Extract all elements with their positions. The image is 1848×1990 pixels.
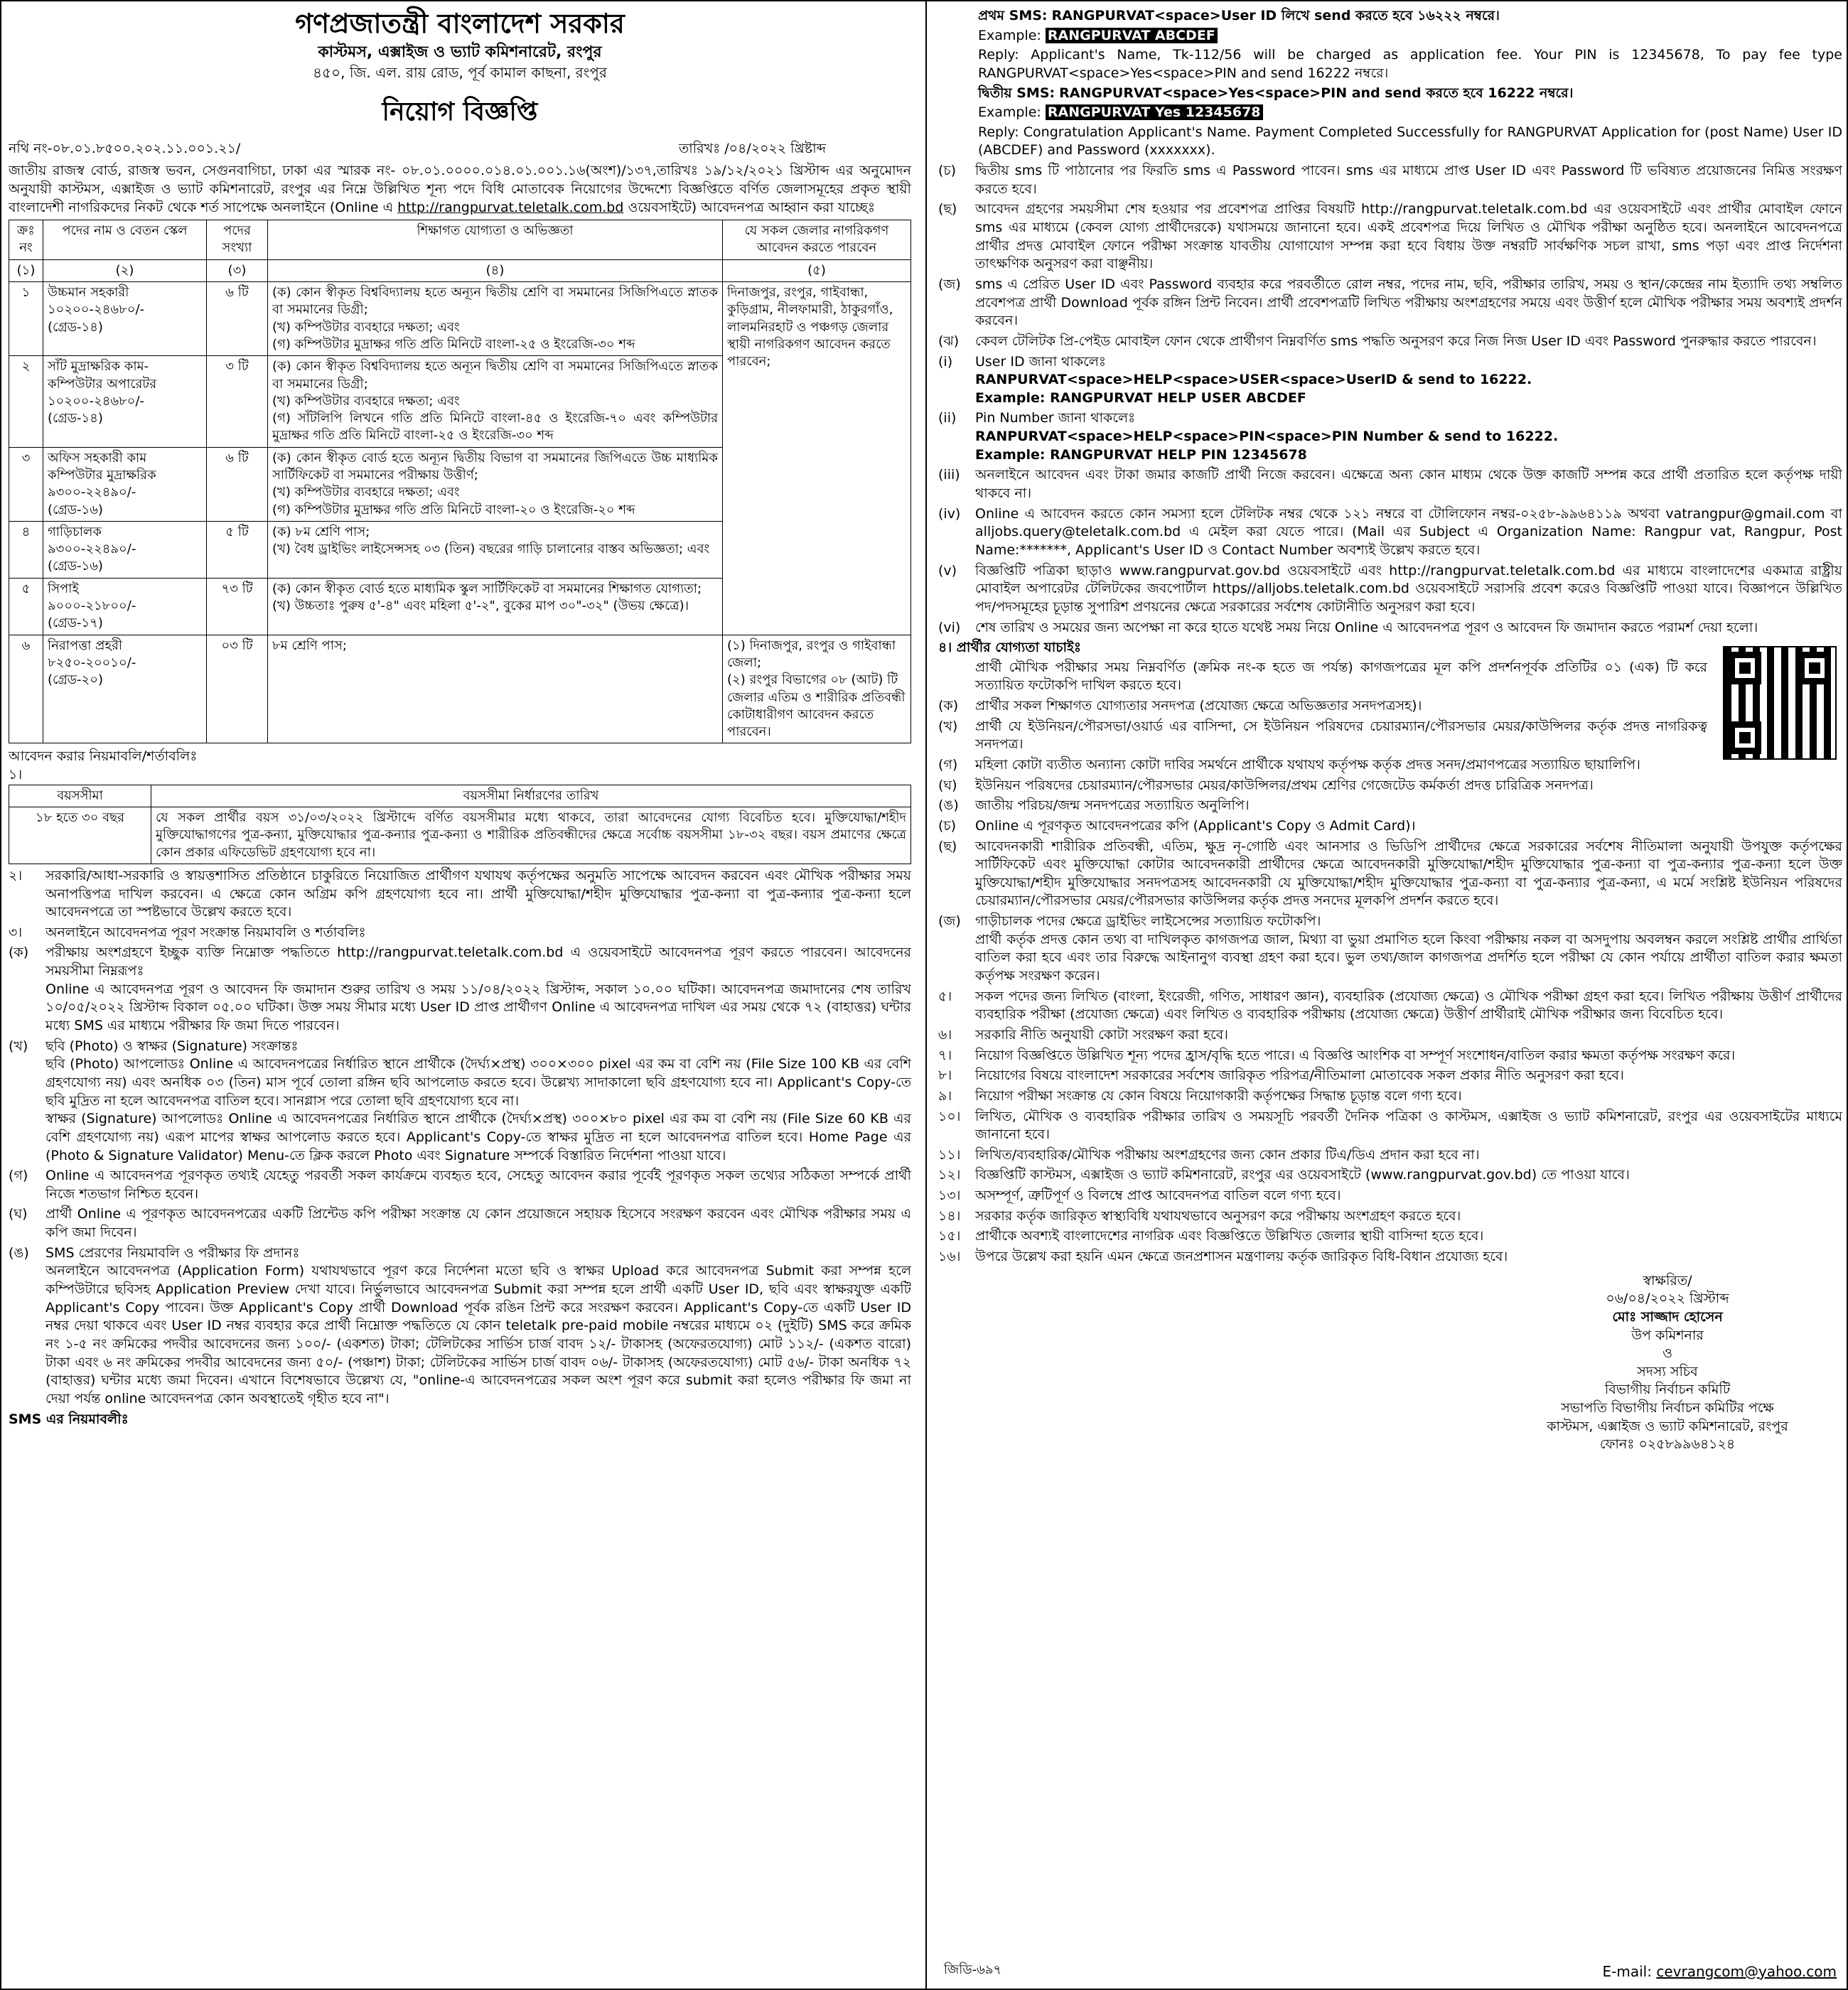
signatory-designation: উপ কমিশনার [1631,1327,1704,1343]
office-name: কাস্টমস, এক্সাইজ ও ভ্যাট কমিশনারেট, রংপুর [318,43,602,62]
post-count: ৬ টি [207,447,268,521]
item-text: কেবল টেলিটক প্রি-পেইড মোবাইল ফোন থেকে প্রার্থীগণ নিম্নবর্ণিত sms পদ্ধতি অনুসরণ করে নিজ নিজ User ID এবং Password পুনরুদ্ধার করতে পারবেন। [975,333,1817,349]
item-label: (vi) [938,619,961,635]
signatory-name: মোঃ সাজ্জাদ হোসেন [1612,1308,1723,1325]
post-count: ৭৩ টি [207,578,268,635]
signature-and: ও [1662,1345,1672,1362]
list-item [938,562,1842,617]
list-item [938,200,1842,274]
intro-link[interactable]: http://rangpurvat.teletalk.com.bd [397,199,624,215]
item-label: (ঙ) [9,1244,29,1261]
list-item [938,276,1842,330]
item-label: (জ) [938,913,961,930]
help-section [938,353,1842,465]
example-label: Example: [978,27,1041,43]
list-item [9,944,911,1035]
post-count: ৬ টি [207,282,268,356]
left-column [9,6,911,1984]
item-label: (ছ) [938,201,957,217]
list-item [938,913,1842,986]
item-label: (খ) [9,1038,28,1054]
item-label: ১২। [938,1167,961,1183]
item-text: Online এ পূরণকৃত আবেদনপত্রের কপি (Applicant's Copy ও Admit Card)। [975,817,1416,834]
item-label: ১০। [938,1108,961,1124]
th-serial: ক্রঃ নং [9,220,43,260]
list-item [938,817,1842,836]
section-4-intro: প্রার্থী মৌখিক পরীক্ষার সময় নিম্নবর্ণিত (ক্রমিক নং-ক হতে জ পর্যন্ত) কাগজপত্রের মূল কপি প্রদর্শনপূর্বক প্রতিটির ০১ (এক) টি করে সত্যায়িত ফটোকপি দাখিল করতে হবে। [975,659,1707,694]
list-item [938,333,1842,351]
th-districts: যে সকল জেলার নাগরিকগণ আবেদন করতে পারবেন [723,220,911,260]
item-text: মহিলা কোটা ব্যতীত অন্যান্য কোটা দাবির সমর্থনে প্রার্থীকে যথাযথ কর্তৃপক্ষ কর্তৃক প্রদত্ত সনদ/প্রমাণপত্রের সত্যায়িত ছায়ালিপি। [975,756,1640,773]
th-colno: (১) [9,259,43,281]
item-label: (গ) [9,1168,28,1184]
th-colno: (৫) [723,259,911,281]
item-label: ৫। [938,988,952,1004]
item-label: (iv) [938,505,961,522]
example-label: Example: [978,104,1041,121]
item-text: পরীক্ষায় অংশগ্রহণে ইচ্ছুক ব্যক্তি নিম্নোক্ত পদ্ধতিতে http://rangpurvat.teletalk.com.bd এ ওয়েবসাইটে আবেদনপত্র পূরণ করতে পারবেন। আবেদনের সময়সীমা নিম্নরূপঃ Online এ আবেদনপত্র পূরণ ও আবেদন ফি জমাদান শুরুর তারিখ ও সময় ১১/০৪/২০২২ খ্রিস্টাব্দ, সকাল ১০.০০ ঘটিকা। আবেদনপত্র জমাদানের শেষ তারিখ ১০/০৫/২০২২ খ্রিস্টাব্দ বিকাল ০৫.০০ ঘটিকা। উক্ত সময় সীমার মধ্যে User ID প্রাপ্ত প্রার্থীগণ Online এ আবেদনপত্র দাখিল এর সময় থেকে ৭২ (বাহাত্তর) ঘন্টার মধ্যে SMS এর মাধ্যমে পরীক্ষার ফি জমা দিতে পারবেন। [45,945,911,1034]
item-text: গাড়ীচালক পদের ক্ষেত্রে ড্রাইভিং লাইসেন্সের সত্যায়িত ফটোকপি। প্রার্থী কর্তৃক প্রদত্ত কোন তথ্য বা দাখিলকৃত কাগজপত্র জাল, মিথ্যা বা ভুয়া প্রমাণিত হলে কিংবা পরীক্ষায় নকল বা অসদুপায় অবলম্বন করলে সংশ্লিষ্ট প্রার্থীর প্রার্থিতা বাতিল করা হবে এবং তার বিরুদ্ধে আইনানুগ ব্যবস্থা গ্রহণ করা হবে। ভুল তথ্য/জাল কাগজপত্র প্রদর্শিত হলে পরীক্ষা যে কোন পর্যায়ে প্রার্থীতা বাতিল করার ক্ষমতা কর্তৃপক্ষ সংরক্ষণ করেন। [975,913,1842,984]
item-label: (চ) [938,163,957,179]
th-colno: (২) [43,259,207,281]
column-divider [925,1,927,1989]
government-name: গণপ্রজাতন্ত্রী বাংলাদেশ সরকার [295,8,625,39]
item-label: (ঝ) [938,333,960,349]
item-label: ৬। [938,1026,952,1043]
th-count: পদের সংখ্যা [207,220,268,260]
post-count: ৩ টি [207,356,268,447]
item-label: ৩। [9,924,23,940]
list-item [9,1167,911,1203]
posts-body [9,282,911,743]
item-label: ১৫। [938,1228,961,1244]
memo-date: তারিখঃ /০৪/২০২২ খ্রিষ্টাব্দ [678,140,826,156]
age-range: ১৮ হতে ৩০ বছর [9,807,151,864]
th-qualification: শিক্ষাগত যোগ্যতা ও অভিজ্ঞতা [268,220,723,260]
post-count: ৫ টি [207,521,268,578]
list-item [938,1108,1842,1144]
sms-first-reply: Reply: Applicant's Name, Tk-112/56 will be charged as application fee. Your PIN is 12345678, To pay fee type RANGPURVAT<space>Yes<space>PIN and send 16222 নম্বরে। [978,47,1842,81]
age-header: বয়সসীমা [9,785,151,807]
item-text: অনলাইনে আবেদনপত্র পূরণ সংক্রান্ত নিয়মাবলি ও শর্তাবলিঃ [45,924,366,940]
th-colno: (৩) [207,259,268,281]
item-label: (v) [938,562,957,579]
item-label: ১৬। [938,1249,961,1264]
post-districts: দিনাজপুর, রংপুর, গাইবান্ধা, কুড়িগ্রাম, নীলফামারী, ঠাকুরগাঁও, লালমনিরহাট ও পঞ্চগড় জেলার স্থায়ী নাগরিকগণ আবেদন করতে পারবেন; [723,282,911,635]
list-item [938,1047,1842,1065]
rules-heading: আবেদন করার নিয়মাবলি/শর্তাবলিঃ [9,748,198,765]
post-districts: (১) দিনাজপুর, রংপুর ও গাইবান্ধা জেলা; (২) রংপুর বিভাগের ০৮ (আট) টি জেলার এতিম ও শারীরিক প্রতিবন্ধী কোটাধারীগণ আবেদন করতে পারবেন। [723,635,911,743]
email-label: E-mail: [1602,1963,1652,1980]
help-i-title: User ID জানা থাকলেঃ [975,353,1107,370]
post-serial: ৬ [9,635,43,743]
post-serial: ৪ [9,521,43,578]
item-text: প্রার্থীকে অবশ্যই বাংলাদেশের নাগরিক এবং বিজ্ঞপ্তিতে উল্লিখিত জেলার স্থায়ী বাসিন্দা হতে হবে। [975,1228,1484,1244]
item-text: সরকারি নীতি অনুযায়ী কোটা সংরক্ষণ করা হবে। [975,1026,1228,1043]
list-item [938,1067,1842,1085]
age-description: যে সকল প্রার্থীর বয়স ৩১/০৩/২০২২ খ্রিস্টাব্দে বর্ণিত বয়সসীমার মধ্যে থাকবে, তারা আবেদনের যোগ্য বিবেচিত হবে। মুক্তিযোদ্ধা/শহীদ মুক্তিযোদ্ধাগণের পুত্র-কন্যা, মুক্তিযোদ্ধার পুত্র-কন্যার পুত্র-কন্যা ও শারীরিক প্রতিবন্ধীদের ক্ষেত্রে সর্বোচ্চ বয়সসীমা ১৮-৩২ বছর। বয়স প্রমাণের ক্ষেত্রে কোন প্রকার এফিডেভিট গ্রহণযোগ্য হবে না। [151,807,911,864]
post-qualification: (ক) কোন স্বীকৃত বোর্ড হতে অন্যূন দ্বিতীয় বিভাগ বা সমমানের জিপিএতে উচ্চ মাধ্যমিক সার্টিফিকেট বা সমমানের পরীক্ষায় উত্তীর্ণ; (খ) কম্পিউটার ব্যবহারে দক্ষতা; এবং (গ) কম্পিউটার মুদ্রাক্ষর গতি প্রতি মিনিটে বাংলা-২০ ও ইংরেজি-২০ শব্দ [268,447,723,521]
item-label: ৯। [938,1087,952,1104]
item-text: অনলাইনে আবেদন এবং টাকা জমার কাজটি প্রার্থী নিজে করবেন। এক্ষেত্রে অন্য কোন মাধ্যম থেকে উক্ত কাজটি সম্পন্ন করে প্রার্থী প্রতারিত হলে কর্তৃপক্ষ দায়ী থাকবে না। [975,467,1842,502]
list-item [9,1038,911,1165]
sms-second-command: RANGPURVAT<space>Yes<space>PIN and send করতে হবে 16222 নম্বরে। [1059,85,1574,101]
signatory-chair: সভাপতি বিভাগীয় নির্বাচন কমিটির পক্ষে [1561,1400,1774,1416]
post-count: ০৩ টি [207,635,268,743]
section-4 [938,639,1842,986]
item-label: ১৪। [938,1208,961,1224]
sms-first-command: RANGPURVAT<space>User ID লিখে send করতে হবে ১৬২২২ নম্বরে। [1051,8,1500,23]
item-label: ১১। [938,1146,961,1163]
gd-number: জিডি-৬৯৭ [944,1962,1002,1977]
signatory-phone: ফোনঃ ০২৫৮৯৯৬৪১২৪ [1599,1436,1736,1453]
item-text: প্রার্থী যে ইউনিয়ন/পৌরসভা/ওয়ার্ড এর বাসিন্দা, সে ইউনিয়ন পরিষদের চেয়ারম্যান/পৌরসভার মেয়র/কাউন্সিলর কর্তৃক প্রদত্ত নাগরিকত্ব সনদপত্র। [975,718,1707,753]
item-text: সরকারি/আধা-সরকারি ও স্বায়ত্তশাসিত প্রতিষ্ঠানে চাকুরিতে নিয়োজিত প্রার্থীগণ যথাযথ কর্তৃপক্ষের অনুমতি সাপেক্ষে আবেদন করবেন এবং মৌখিক পরীক্ষার সময় অনাপত্তিপত্র দাখিল করবেন। এ ক্ষেত্রে কোন অগ্রিম কপি গ্রহণযোগ্য হবে না। প্রার্থী মুক্তিযোদ্ধা/শহীদ মুক্তিযোদ্ধার পুত্র-কন্যা বা পুত্র-কন্যার পুত্র-কন্যা হলে আবেদনপত্রে তা স্পষ্টভাবে উল্লেখ করতে হবে। [45,867,911,920]
item-text: লিখিত/ব্যবহারিক/মৌখিক পরীক্ষায় অংশগ্রহণের জন্য কোন প্রকার টিএ/ডিএ প্রদান করা হবে না। [975,1146,1480,1163]
help-i-example: Example: RANGPURVAT HELP USER ABCDEF [975,389,1306,406]
memo-number: নথি নং-০৮.০১.৮৫০০.২০২.১১.০০১.২১/ [9,140,241,156]
header [9,6,911,130]
item-text: প্রার্থী Online এ পূরণকৃত আবেদনপত্রের একটি প্রিন্টেড কপি পরীক্ষা সংক্রান্ত যে কোন প্রয়োজনে সহায়ক হিসেবে সংরক্ষণ করবেন এবং মৌখিক পরীক্ষার সময় এ কপি জমা দিবেন। [45,1206,911,1241]
item-label: (জ) [938,276,961,292]
post-name: উচ্চমান সহকারী ১০২০০-২৪৬৮০/- (গ্রেড-১৪) [43,282,207,356]
sms-rules-heading: SMS এর নিয়মাবলীঃ [9,1411,129,1427]
item-label: (গ) [938,756,958,773]
list-item [9,1244,911,1409]
help-ii-command: RANPURVAT<space>HELP<space>PIN<space>PIN Number & send to 16222. [975,429,1559,445]
post-qualification: (ক) ৮ম শ্রেণি পাস; (খ) বৈধ ড্রাইভিং লাইসেন্সসহ ০৩ (তিন) বছরের গাড়ি চালানোর বাস্তব অভিজ্ঞতা; এবং [268,521,723,578]
list-item [938,505,1842,560]
item-label: (খ) [938,718,958,734]
item-text: নিয়োগ বিজ্ঞপ্তিতে উল্লিখিত শূন্য পদের হ্রাস/বৃদ্ধি হতে পারে। এ বিজ্ঞপ্তি আংশিক বা সম্পূর্ণ সংশোধন/বাতিল করার ক্ষমতা কর্তৃপক্ষ সংরক্ষণ করে। [975,1047,1736,1063]
post-name: গাড়িচালক ৯৩০০-২২৪৯০/- (গ্রেড-১৬) [43,521,207,578]
list-item [938,619,1842,638]
th-colno: (৪) [268,259,723,281]
list-item [938,1187,1842,1205]
age-date-header: বয়সসীমা নির্ধারণের তারিখ [151,785,911,807]
item-label: (iii) [938,467,960,483]
help-ii-title: Pin Number জানা থাকলেঃ [975,410,1136,426]
post-name: নিরাপত্তা প্রহরী ৮২৫০-২০০১০/- (গ্রেড-২০) [43,635,207,743]
th-post: পদের নাম ও বেতন স্কেল [43,220,207,260]
list-item [938,988,1842,1024]
item-text: Online এ আবেদনপত্র পূরণকৃত তথ্যই যেহেতু পরবর্তী সকল কার্যক্রমে ব্যবহৃত হবে, সেহেতু আবেদন করার পূর্বেই পূরণকৃত সকল তথ্যের সঠিকতা সম্পর্কে প্রার্থী নিজে শতভাগ নিশ্চিত হবেন। [45,1168,911,1202]
item-text: বিজ্ঞপ্তিটি পত্রিকা ছাড়াও www.rangpurvat.gov.bd ওয়েবসাইটে এবং http://rangpurvat.teletalk.com.bd এর মাধ্যমে বাংলাদেশের একমাত্র রাষ্ট্রীয় মোবাইল অপারেটর টেলিটকের জবপোর্টাল https//alljobs.teletalk.com.bd ওয়েবসাইটে সরাসরি প্রবেশ করেও বিজ্ঞপ্তিটি পাওয়া যাবে। বিজ্ঞাপনে উল্লিখিত পদ/পদসমূহের চূড়ান্ত সুপারিশ প্রণয়নের ক্ষেত্রে সরকারের সর্বশেষ কোটানীতি অনুসরণ করা হবে। [975,562,1842,615]
item-label: ৭। [938,1047,952,1063]
help-ii-label: (ii) [938,410,957,426]
contact-email [1603,1962,1837,1981]
list-item [9,1205,911,1242]
post-name: অফিস সহকারী কাম কম্পিউটার মুদ্রাক্ষরিক ৯৩০০-২২৪৯০/- (গ্রেড-১৬) [43,447,207,521]
item-text: বিজ্ঞপ্তিটি কাস্টমস, এক্সাইজ ও ভ্যাট কমিশনারেট, রংপুর এর ওয়েবসাইটে (www.rangpurvat.gov.bd) তে পাওয়া যাবে। [975,1167,1630,1183]
email-link[interactable]: cevrangcom@yahoo.com [1656,1963,1837,1980]
item-text: আবেদনকারী শারীরিক প্রতিবন্ধী, এতিম, ক্ষুদ্র নৃ-গোষ্ঠি এবং আনসার ও ভিডিপি প্রার্থীদের ক্ষেত্রে সরকারের সর্বশেষ নীতিমালা অনুযায়ী উপযুক্ত কর্তৃপক্ষের সার্টিফিকেট এবং মুক্তিযোদ্ধা কোটার আবেদনকারী প্রার্থীদের ক্ষেত্রে আবেদনকারী মুক্তিযোদ্ধা/শহীদ মুক্তিযোদ্ধার পুত্র-কন্যা বা পুত্র-কন্যার পুত্র-কন্যা হলে উক্ত মুক্তিযোদ্ধা/শহীদ মুক্তিযোদ্ধার সনদপত্রসহ আবেদনকারী যে মুক্তিযোদ্ধা/শহীদ মুক্তিযোদ্ধার পুত্র-কন্যা বা পুত্র-কন্যার পুত্র-কন্যা, এ মর্মে সংশ্লিষ্ট ইউনিয়ন পরিষদের চেয়ারম্যান/পৌরসভার মেয়র/পৌরসভার কাউন্সিলর কর্তৃক প্রদত্ত সনদের মূলকপি প্রদর্শন করতে হবে। [975,838,1842,909]
item-text: উপরে উল্লেখ করা হয়নি এমন ক্ষেত্রে জনপ্রশাসন মন্ত্রণালয় কর্তৃক জারিকৃত বিধি-বিধান প্রযোজ্য হবে। [975,1249,1508,1264]
item-label: (ঘ) [9,1206,28,1222]
item-label: ২। [9,867,23,883]
list-item [938,718,1842,754]
list-item [938,1248,1842,1266]
item-label: ১৩। [938,1188,961,1204]
list-item [938,1026,1842,1045]
signed-label: স্বাক্ষরিত/ [1643,1272,1692,1289]
sms-second-label: দ্বিতীয় SMS: [978,85,1055,101]
list-item [938,838,1842,911]
item-label: (চ) [938,817,957,834]
signatory-committee: বিভাগীয় নির্বাচন কমিটি [1604,1382,1731,1398]
left-rules-list [9,867,911,1409]
section-4-heading: ৪। প্রার্থীর যোগ্যতা যাচাইঃ [938,640,1081,656]
signature-block [1493,1272,1842,1454]
list-item [938,756,1842,775]
item-text: সরকার কর্তৃক জারিকৃত স্বাস্থ্যবিধি যথাযথভাবে অনুসরণ করে পরীক্ষায় অংশগ্রহণ করতে হবে। [975,1208,1461,1224]
roman-rules-list [938,466,1842,637]
age-table [9,785,911,864]
list-item [938,1166,1842,1185]
signature-date: ০৬/০৪/২০২২ খ্রিস্টাব্দ [1606,1291,1729,1307]
intro-paragraph: জাতীয় রাজস্ব বোর্ড, রাজস্ব ভবন, সেগুনবাগিচা, ঢাকা এর স্মারক নং- ০৮.০১.০০০০.০১৪.০১.০০১.১৬(অংশ)/১৩৭,তারিখঃ ১৯/১২/২০২১ খ্রিস্টাব্দ এর অনুমোদন অনুযায়ী কাস্টমস, এক্সাইজ ও ভ্যাট কমিশনারেট, রংপুর এর নিম্নে উল্লিখিত শূন্য পদে বিধি মোতাবেক নিয়োগের উদ্দেশ্যে বিজ্ঞপ্তিতে বর্ণিত জেলাসমূহের প্রকৃত স্থায়ী বাংলাদেশী নাগরিকদের নিকট থেকে শর্ত সাপেক্ষে অনলাইনে (Online এ http://rangpurvat.teletalk.com.bd ওয়েবসাইটে) আবেদনপত্র আহ্বান করা যাচ্ছেঃ [9,163,911,215]
list-item [938,162,1842,198]
post-qualification: ৮ম শ্রেণি পাস; [268,635,723,743]
item-text: জাতীয় পরিচয়/জন্ম সনদপত্রের সত্যায়িত অনুলিপি। [975,797,1250,814]
item-text: আবেদন গ্রহণের সময়সীমা শেষ হওয়ার পর প্রবেশপত্র প্রাপ্তির বিষয়টি http://rangpurvat.teletalk.com.bd এর ওয়েবসাইটে এবং প্রার্থীর মোবাইল ফোনে sms এর মাধ্যমে (কেবল যোগ্য প্রার্থীদেরকে) যথাসময়ে জানানো হবে। একই প্রবেশপত্র দিয়ে লিখিত ও মৌখিক পরীক্ষা অনুষ্ঠিত হবে। অনলাইনে আবেদনপত্রে প্রার্থীর প্রদত্ত মোবাইল ফোনে পরীক্ষা সংক্রান্ত যাবতীয় যোগাযোগ সম্পন্ন করা হবে বিধায় উক্ত নম্বরটি সার্বক্ষণিক সচল রাখা, sms পড়া এবং প্রাপ্ত নির্দেশনা তাৎক্ষণিক অনুসরণ করা বাঞ্ছনীয়। [975,201,1842,272]
item-text: নিয়োগ পরীক্ষা সংক্রান্ত যে কোন বিষয়ে নিয়োগকারী কর্তৃপক্ষের সিদ্ধান্ত চূড়ান্ত বলে গণ্য হবে। [975,1087,1462,1104]
item-text: প্রার্থীর সকল শিক্ষাগত যোগ্যতার সনদপত্র (প্রযোজ্য ক্ষেত্রে অভিজ্ঞতার সনদপত্রসহ)। [975,698,1422,714]
item-text: ছবি (Photo) ও স্বাক্ষর (Signature) সংক্রান্তঃ ছবি (Photo) আপলোডঃ Online এ আবেদনপত্রের নির্ধারিত স্থানে প্রার্থীকে (দৈর্ঘ্য×প্রস্থ) ৩০০×৩০০ pixel এর কম বা বেশি নয় (File Size 100 KB এর বেশি গ্রহণযোগ্য নয়) এবং অনধিক ০৩ (তিন) মাস পূর্বে তোলা রঙ্গিন ছবি আপলোড করতে হবে। উল্লেখ্য সাদাকালো ছবি গ্রহণযোগ্য হবে না। Applicant's Copy-তে ছবি মুদ্রিত না হলে আবেদনপত্র বাতিল হবে। সানগ্লাস পরে তোলা ছবি গ্রহণযোগ্য হবে না। স্বাক্ষর (Signature) আপলোডঃ Online এ আবেদনপত্রের নির্ধারিত স্থানে প্রার্থীকে (দৈর্ঘ্য×প্রস্থ) ৩০০×৮০ pixel এর কম বা বেশি নয় (File Size 60 KB এর বেশি গ্রহণযোগ্য নয়) এরূপ মাপের স্বাক্ষর আপলোড করতে হবে। Applicant's Copy-তে স্বাক্ষর মুদ্রিত না হলে আবেদনপত্র বাতিল হবে। Home Page এর (Photo & Signature Validator) Menu-তে ক্লিক করলে Photo এবং Signature সম্পর্কে বিস্তারিত নির্দেশনা পাওয়া যাবে। [45,1038,911,1163]
help-i-command: RANPURVAT<space>HELP<space>USER<space>UserID & send to 16222. [975,372,1532,388]
numbered-rules-list [938,988,1842,1266]
list-item [938,466,1842,502]
right-rules-list [938,162,1842,350]
help-i-label: (i) [938,353,953,370]
post-qualification: (ক) কোন স্বীকৃত বোর্ড হতে মাধ্যমিক স্কুল সার্টিফিকেট বা সমমানের শিক্ষাগত যোগ্যতা; (খ) উচ্চতাঃ পুরুষ ৫'-৪" এবং মহিলা ৫'-২", বুকের মাপ ৩০"-৩২" (উভয় ক্ষেত্রে)। [268,578,723,635]
item-text: Online এ আবেদন করতে কোন সমস্যা হলে টেলিটক নম্বর থেকে ১২১ নম্বরে বা টোলিফোন নম্বর-০২৫৮-৯৯৬৪১১৯ অথবা vatrangpur@gmail.com বা alljobs.query@teletalk.com.bd এ মেইল করা যেতে পারে। (Mail এর Subject এ Organization Name: Rangpur vat, Rangpur, Post Name:*******, Applicant's User ID ও Contact Number অবশ্যই উল্লেখ করতে হবে। [975,505,1842,558]
list-item [9,924,911,942]
post-qualification: (ক) কোন স্বীকৃত বিশ্ববিদ্যালয় হতে অন্যূন দ্বিতীয় শ্রেণি বা সমমানের সিজিপিএতে স্নাতক বা সমমানের ডিগ্রী; (খ) কম্পিউটার ব্যবহারে দক্ষতা; এবং (গ) কম্পিউটার মুদ্রাক্ষর গতি প্রতি মিনিটে বাংলা-২৫ ও ইংরেজি-৩০ শব্দ [268,282,723,356]
table-row [9,282,911,356]
list-item [938,797,1842,815]
post-name: সিপাই ৯০০০-২১৮০০/- (গ্রেড-১৭) [43,578,207,635]
item-label: (ক) [938,698,959,714]
list-item [938,697,1842,716]
item-text: দ্বিতীয় sms টি পাঠানোর পর ফিরতি sms এ Password পাবেন। sms এর মাধ্যমে প্রাপ্ত User ID এবং Password টি ভবিষ্যত প্রয়োজনের নিমিত্ত সংরক্ষণ করতে হবে। [975,163,1842,197]
office-address: ৪৫০, জি. এল. রায় রোড, পূর্ব কামাল কাছনা, রংপুর [313,63,607,81]
list-item [938,1146,1842,1165]
post-serial: ২ [9,356,43,447]
list-item [938,1227,1842,1246]
item-label: ৮। [938,1067,952,1084]
post-serial: ৫ [9,578,43,635]
item-text: sms এ প্রেরিত User ID এবং Password ব্যবহার করে পরবর্তীতে রোল নম্বর, পদের নাম, ছবি, পরীক্ষার তারিখ, সময় ও স্থান/কেন্দ্রের নাম ইত্যাদি তথ্য সম্বলিত প্রবেশপত্র প্রার্থী Download পূর্বক রঙ্গিন প্রিন্ট নিবেন। প্রার্থী প্রবেশপত্রটি লিখিত পরীক্ষায় অংশগ্রহণের সময়ে এবং উত্তীর্ণ হলে মৌখিক পরীক্ষার সময় অবশ্যই প্রদর্শন করবেন। [975,276,1842,329]
item-label: (ঘ) [938,777,957,793]
qr-code [1723,646,1837,760]
signatory-role: সদস্য সচিব [1637,1363,1698,1379]
list-item [938,1087,1842,1106]
item-label: (ঙ) [938,797,959,814]
item-text: শেষ তারিখ ও সময়ের জন্য অপেক্ষা না করে হাতে যথেষ্ট সময় নিয়ে Online এ আবেদনপত্র পূরণ ও আবেদন ফি জমাদান করতে পরামর্শ দেয়া হলো। [975,619,1758,635]
sms-first [978,7,1842,160]
list-item [938,777,1842,795]
post-serial: ৩ [9,447,43,521]
page-title: নিয়োগ বিজ্ঞপ্তি [382,97,538,127]
sms-first-label: প্রথম SMS: [978,8,1048,23]
item-text: সকল পদের জন্য লিখিত (বাংলা, ইংরেজী, গণিত, সাধারণ জ্ঞান), ব্যবহারিক (প্রযোজ্য ক্ষেত্রে) ও মৌখিক পরীক্ষা গ্রহণ করা হবে। লিখিত পরীক্ষায় উত্তীর্ণ প্রার্থীদের ব্যবহারিক পরীক্ষা (প্রযোজ্য ক্ষেত্রে) এবং লিখিত ও ব্যবহারিক পরীক্ষায় (প্রযোজ্য ক্ষেত্রে) উত্তীর্ণ প্রার্থীরাই মৌখিক পরীক্ষার জন্য বিবেচিত হবে। [975,988,1842,1023]
item-text: ইউনিয়ন পরিষদের চেয়ারম্যান/পৌরসভার মেয়র/কাউন্সিলর/প্রথম শ্রেণির গেজেটেড কর্মকর্তা প্রদত্ত চারিত্রিক সনদপত্র। [975,777,1594,793]
sms-second-example: RANGPURVAT Yes 12345678 [1046,104,1263,120]
section-4-list [938,697,1842,986]
help-ii-example: Example: RANGPURVAT HELP PIN 12345678 [975,446,1307,463]
post-serial: ১ [9,282,43,356]
list-item [9,867,911,922]
item-text: নিয়োগের বিষয়ে বাংলাদেশ সরকারের সর্বশেষ জারিকৃত পরিপত্র/নীতিমালা মোতাবেক সকল প্রকার নীতি অনুসরণ করা হবে। [975,1067,1624,1084]
memo-row [9,140,911,158]
item-label: (ছ) [938,838,957,854]
sms-second-reply: Reply: Congratulation Applicant's Name. Payment Completed Successfully for RANGPURVAT Application for (post Name) User ID (ABCDEF) and Password (xxxxxxx). [978,124,1842,158]
rule-1-number: ১। [9,767,23,783]
item-text: লিখিত, মৌখিক ও ব্যবহারিক পরীক্ষার তারিখ ও সময়সূচি পরবর্তী দৈনিক পত্রিকা ও কাস্টমস, এক্সাইজ ও ভ্যাট কমিশনারেট, রংপুর এর ওয়েবসাইটের মাধ্যমে জানানো হবে। [975,1108,1842,1143]
table-row [9,635,911,743]
sms-first-example: RANGPURVAT ABCDEF [1046,28,1218,43]
item-text: SMS প্রেরণের নিয়মাবলি ও পরীক্ষার ফি প্রদানঃ অনলাইনে আবেদনপত্র (Application Form) যথাযথভাবে পূরণ করে নির্দেশনা মতো ছবি ও স্বাক্ষর Upload করে আবেদনপত্র Submit করা সম্পন্ন হলে কম্পিউটারে ছবিসহ Application Preview দেখা যাবে। নির্ভুলভাবে আবেদনপত্র Submit করা সম্পন্ন হলে প্রার্থী একটি User ID, ছবি এবং স্বাক্ষরযুক্ত একটি Applicant's Copy পাবেন। উক্ত Applicant's Copy প্রার্থী Download পূর্বক রঙিন প্রিন্ট করে সংরক্ষণ করবেন। Applicant's Copy-তে একটি User ID নম্বর দেয়া থাকবে এবং User ID নম্বর ব্যবহার করে প্রার্থী নিম্নোক্ত পদ্ধতিতে যে কোন teletalk pre-paid mobile নম্বরের মাধ্যমে ০২ (দুইটি) SMS করে ক্রমিক নং ১-৫ নং ক্রমিকের পদবীর আবেদনের জন্য ১০০/- (একশত) টাকা; টেলিটকের সার্ভিস চার্জ বাবদ ১২/- টাকাসহ (অফেরতযোগ্য) মোট ১১২/- (একশত বারো) টাকা এবং ৬ নং ক্রমিকের পদবীর আবেদনের জন্য ৫০/- (পঞ্চাশ) টাকা; টেলিটকের সার্ভিস চার্জ বাবদ ০৬/- টাকাসহ (অফেরতযোগ্য) মোট ৫৬/- টাকা অনধিক ৭২ (বাহাত্তর) ঘন্টার মধ্যে জমা দিবেন। এখানে বিশেষভাবে উল্লেখ্য যে, "online-এ আবেদনপত্রের সকল অংশ পূরণ করে submit করা হলেও পরীক্ষার ফি জমা না দেয়া পর্যন্ত online আবেদনপত্র কোন অবস্থাতেই গৃহীত হবে না"। [45,1244,911,1407]
right-column [938,6,1842,1984]
item-label: (ক) [9,945,29,961]
signatory-office: কাস্টমস, এক্সাইজ ও ভ্যাট কমিশনারেট, রংপুর [1547,1418,1788,1434]
item-text: অসম্পূর্ণ, ত্রুটিপূর্ণ ও বিলম্বে প্রাপ্ত আবেদনপত্র বাতিল বলে গণ্য হবে। [975,1188,1341,1204]
posts-table [9,220,911,743]
post-name: সাঁট মুদ্রাক্ষরিক কাম-কম্পিউটার অপারেটর ১০২০০-২৪৬৮০/- (গ্রেড-১৪) [43,356,207,447]
list-item [938,1208,1842,1226]
post-qualification: (ক) কোন স্বীকৃত বিশ্ববিদ্যালয় হতে অন্যূন দ্বিতীয় শ্রেণি বা সমমানের সিজিপিএতে স্নাতক বা সমমানের ডিগ্রী; (খ) কম্পিউটার ব্যবহারে দক্ষতা; এবং (গ) সাঁটলিপি লিখনে গতি প্রতি মিনিটে বাংলা-৪৫ ও ইংরেজি-৭০ এবং কম্পিউটার মুদ্রাক্ষর গতি প্রতি মিনিটে বাংলা-২৫ ও ইংরেজি-৩০ শব্দ [268,356,723,447]
